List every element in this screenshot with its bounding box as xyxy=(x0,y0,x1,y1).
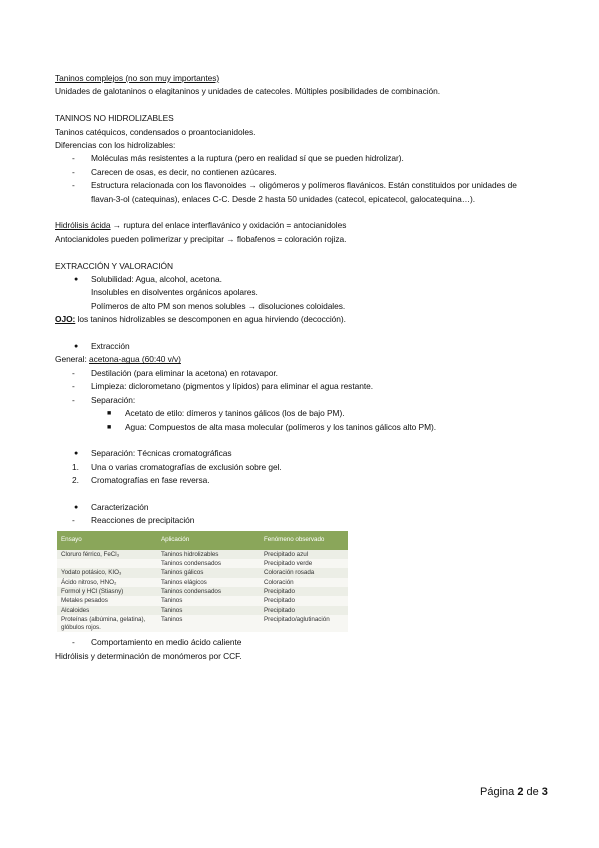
table-cell: Taninos gálicos xyxy=(157,568,260,577)
list-item xyxy=(55,340,545,353)
square-bullet-icon: ■ xyxy=(107,423,112,431)
hidrolisis-ccf-line: Hidrólisis y determinación de monómeros por CCF. xyxy=(55,650,242,661)
list-item-text: Moléculas más resistentes a la ruptura (pero en realidad sí que se pueden hidrolizar). xyxy=(91,153,404,164)
list-item-text: Destilación (para eliminar la acetona) en rotavapor. xyxy=(91,367,278,378)
table-cell: Taninos condensados xyxy=(157,559,260,568)
list-item-text: Una o varias cromatografías de exclusión sobre gel. xyxy=(91,461,282,472)
dash-marker: - xyxy=(72,367,75,378)
bullet-icon: ● xyxy=(74,276,79,284)
table-cell: Proteínas (albúmina, gelatina), glóbulos rojos. xyxy=(57,615,157,633)
table-cell: Coloración xyxy=(260,578,348,587)
table-row xyxy=(57,559,348,568)
list-item-text: Separación: Técnicas cromatográficas xyxy=(91,448,232,459)
list-item xyxy=(55,394,545,407)
table-cell: Precipitado xyxy=(260,606,348,615)
list-item xyxy=(55,421,545,434)
dash-marker: - xyxy=(72,381,75,392)
list-item-text: Limpieza: diclorometano (pigmentos y lípidos) para eliminar el agua restante. xyxy=(91,381,373,392)
table-cell: Taninos xyxy=(157,606,260,615)
list-item-text: Extracción xyxy=(91,341,130,352)
spacer xyxy=(55,488,545,501)
spacer xyxy=(55,99,545,112)
table-cell: Precipitado xyxy=(260,596,348,605)
list-item xyxy=(55,166,545,179)
table-cell: Precipitado verde xyxy=(260,559,348,568)
spacer xyxy=(55,246,545,259)
hidrolisis-text: → ruptura del enlace interflavánico y oxidación = antocianidoles xyxy=(110,220,347,231)
list-item xyxy=(55,367,545,380)
section2-line1: Taninos catéquicos, condensados o proantocianidoles. xyxy=(55,126,256,137)
table-cell: Taninos hidrolizables xyxy=(157,550,260,559)
list-item-text: Comportamiento en medio ácido caliente xyxy=(91,637,242,648)
page-word: Página xyxy=(480,786,518,798)
page-current: 2 xyxy=(517,786,524,798)
table-header-row xyxy=(57,531,348,550)
list-item-text: Estructura relacionada con los flavonoides → oligómeros y polímeros flavánicos. Están constituidos por unidades de flavan-3-ol (catequinas), enlaces C-C. Desde 2 hasta 50 unidades (catecol, epicatecol, galocatequina…). xyxy=(91,180,517,204)
document-body xyxy=(55,72,545,663)
list-item xyxy=(55,636,545,649)
table-cell: Yodato potásico, KIO₃ xyxy=(57,568,157,577)
list-item xyxy=(55,273,545,286)
ojo-label: OJO: xyxy=(55,314,76,325)
list-item xyxy=(55,179,545,206)
section2-line2: Diferencias con los hidrolizables: xyxy=(55,140,176,151)
table-header-cell: Ensayo xyxy=(57,531,157,550)
table-cell: Formol y HCl (Stiasny) xyxy=(57,587,157,596)
bullet-icon: ● xyxy=(74,450,79,458)
solubilidad-line3: Polímeros de alto PM son menos solubles → disoluciones coloidales. xyxy=(91,300,346,311)
dash-marker: - xyxy=(72,637,75,648)
page-number xyxy=(480,786,548,798)
dash-marker: - xyxy=(72,515,75,526)
table-row xyxy=(57,606,348,615)
general-value: acetona-agua (60:40 v/v) xyxy=(89,354,181,365)
list-item xyxy=(55,514,545,527)
table-cell: Coloración rosada xyxy=(260,568,348,577)
list-item xyxy=(55,474,545,487)
list-item xyxy=(55,461,545,474)
list-item-text: Caracterización xyxy=(91,501,149,512)
solubilidad-line2: Insolubles en disolventes orgánicos apolares. xyxy=(91,287,258,298)
table-cell: Precipitado azul xyxy=(260,550,348,559)
table-row xyxy=(57,587,348,596)
hidrolisis-line xyxy=(55,219,545,232)
hidrolisis-label: Hidrólisis ácida xyxy=(55,220,111,231)
list-item xyxy=(55,501,545,514)
table-cell xyxy=(57,559,157,568)
list-item-text: Separación: xyxy=(91,394,136,405)
page-total: 3 xyxy=(541,786,548,798)
table-header-cell: Aplicación xyxy=(157,531,260,550)
spacer xyxy=(55,327,545,340)
dash-marker: - xyxy=(72,153,75,164)
list-item-text: Cromatografías en fase reversa. xyxy=(91,475,210,486)
table-header-cell: Fenómeno observado xyxy=(260,531,348,550)
dash-marker: - xyxy=(72,180,75,191)
list-item-text: Carecen de osas, es decir, no contienen azúcares. xyxy=(91,166,277,177)
general-prefix: General: xyxy=(55,354,89,365)
table-cell: Taninos elágicos xyxy=(157,578,260,587)
square-bullet-icon: ■ xyxy=(107,410,112,418)
section3-heading: EXTRACCIÓN Y VALORACIÓN xyxy=(55,260,173,271)
table-cell: Alcaloides xyxy=(57,606,157,615)
list-item xyxy=(55,380,545,393)
ojo-line xyxy=(55,313,545,326)
bullet-icon: ● xyxy=(74,343,79,351)
table-cell: Metales pesados xyxy=(57,596,157,605)
table-cell: Taninos xyxy=(157,615,260,633)
ojo-text: los taninos hidrolizables se descomponen en agua hirviendo (decocción). xyxy=(75,314,346,325)
list-number: 2. xyxy=(72,475,79,486)
section1-heading-text: Taninos complejos (no son muy importantes) xyxy=(55,73,220,83)
table-cell: Taninos condensados xyxy=(157,587,260,596)
table-row xyxy=(57,596,348,605)
list-item xyxy=(55,152,545,165)
table-cell: Ácido nitroso, HNO₂ xyxy=(57,578,157,587)
list-item xyxy=(55,447,545,460)
bullet-icon: ● xyxy=(74,503,79,511)
section2-heading: TANINOS NO HIDROLIZABLES xyxy=(55,113,174,124)
list-item xyxy=(55,407,545,420)
general-line xyxy=(55,353,545,366)
list-number: 1. xyxy=(72,461,79,472)
dash-marker: - xyxy=(72,394,75,405)
antocianidoles-line: Antocianidoles pueden polimerizar y precipitar → flobafenos = coloración rojiza. xyxy=(55,233,347,244)
precipitation-table xyxy=(57,531,348,633)
table-row xyxy=(57,568,348,577)
table-row xyxy=(57,578,348,587)
list-item-text: Agua: Compuestos de alta masa molecular (polímeros y los taninos gálicos alto PM). xyxy=(125,421,437,432)
table-row xyxy=(57,615,348,633)
table-cell: Taninos xyxy=(157,596,260,605)
table-cell: Precipitado/aglutinación xyxy=(260,615,348,633)
dash-marker: - xyxy=(72,166,75,177)
section1-text: Unidades de galotaninos o elagitaninos y unidades de catecoles. Múltiples posibilidades de combinación. xyxy=(55,86,441,97)
table-cell: Precipitado xyxy=(260,587,348,596)
spacer xyxy=(55,206,545,219)
table-cell: Cloruro férrico, FeCl₃ xyxy=(57,550,157,559)
list-item-text: Reacciones de precipitación xyxy=(91,515,195,526)
section1-heading xyxy=(55,72,545,85)
list-item-text: Solubilidad: Agua, alcohol, acetona. xyxy=(91,274,222,285)
spacer xyxy=(55,434,545,447)
of-word: de xyxy=(523,786,542,798)
list-item-text: Acetato de etilo: dímeros y taninos gálicos (los de bajo PM). xyxy=(125,408,345,419)
table-row xyxy=(57,550,348,559)
